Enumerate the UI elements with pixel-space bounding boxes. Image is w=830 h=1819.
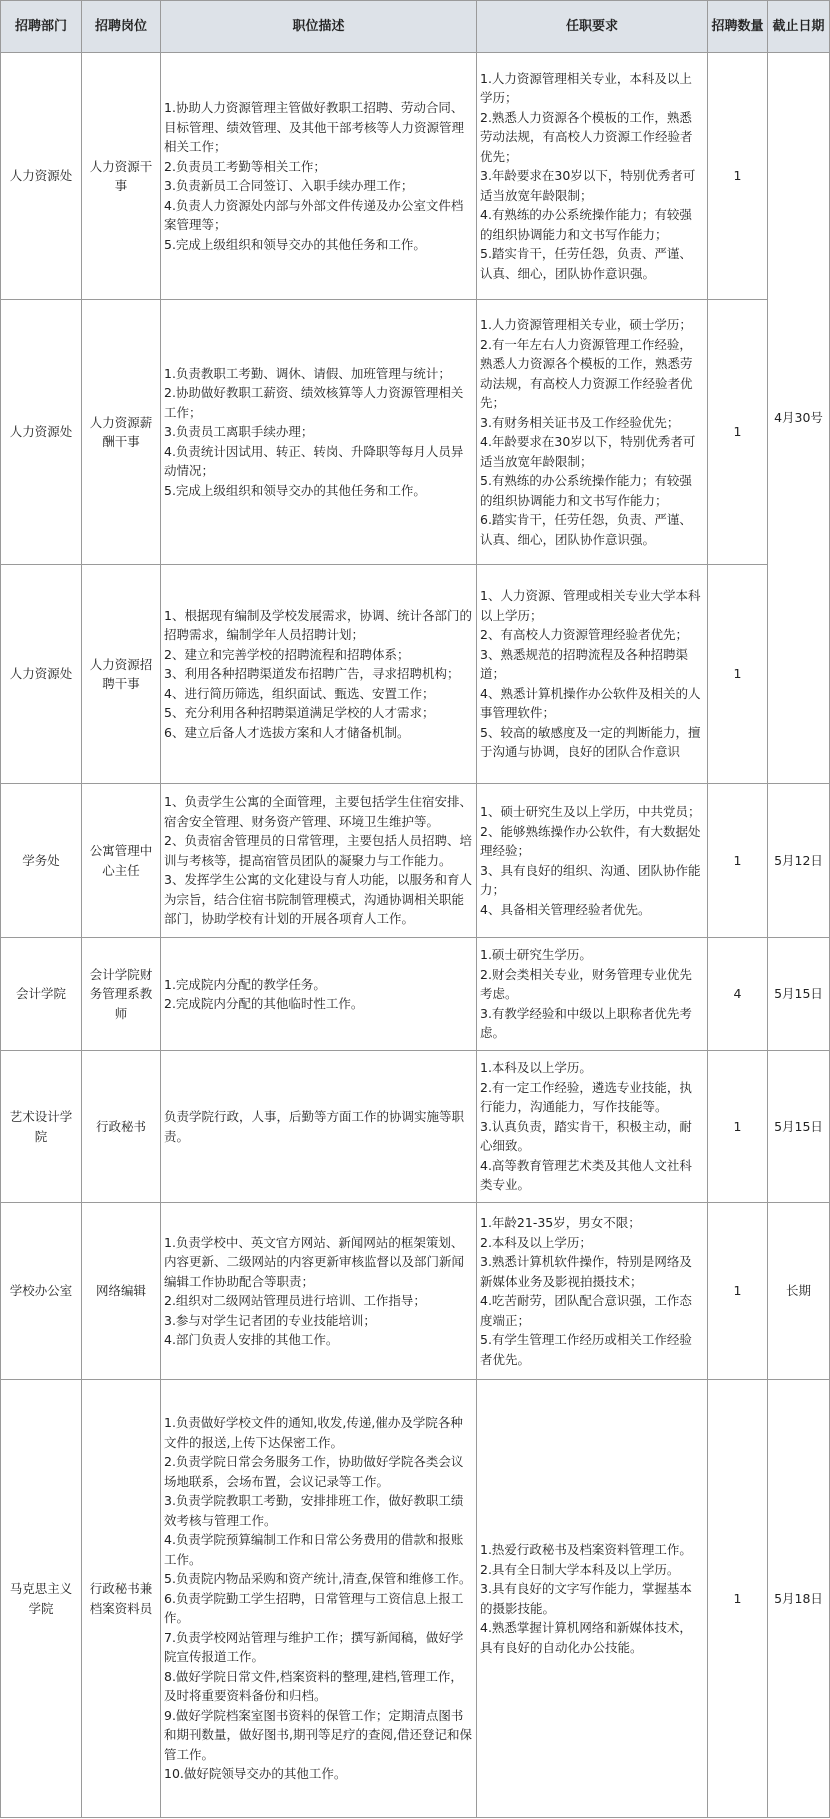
cell-desc [161,938,477,1051]
req-line: 6.踏实肯干，任劳任怨，负责、严谨、认真、细心，团队协作意识强。 [480,512,692,547]
desc-line: 2.完成院内分配的其他临时性工作。 [164,996,364,1011]
req-line: 1.年龄21-35岁，男女不限； [480,1215,641,1230]
cell-count: 1 [708,1380,768,1818]
cell-dept: 会计学院 [1,938,82,1051]
req-line: 1、人力资源、管理或相关专业大学本科以上学历； [480,588,701,623]
cell-deadline: 5月15日 [768,938,830,1051]
cell-count: 1 [708,300,768,565]
desc-line: 3.负责学院教职工考勤，安排排班工作，做好教职工绩效考核与管理工作。 [164,1493,464,1528]
table-row [1,938,830,1051]
desc-line: 4.负责统计因试用、转正、转岗、升降职等每月人员异动情况； [164,443,464,479]
header-position: 招聘岗位 [82,1,161,53]
desc-line: 1、根据现有编制及学校发展需求，协调、统计各部门的招聘需求，编制学年人员招聘计划； [164,607,472,643]
req-line: 3.年龄要求在30岁以下，特别优秀者可适当放宽年龄限制； [480,168,696,203]
table-row [1,1051,830,1203]
desc-line: 1.协助人力资源管理主管做好教职工招聘、劳动合同、目标管理、绩效管理、及其他干部考核等人力资源管理相关工作； [164,100,465,154]
desc-line: 6、建立后备人才选拔方案和人才储备机制。 [164,724,410,740]
req-line: 4.年龄要求在30岁以下，特别优秀者可适当放宽年龄限制； [480,434,696,469]
cell-dept: 人力资源处 [1,53,82,300]
req-line: 1.人力资源管理相关专业，硕士学历； [480,317,692,332]
cell-req [477,938,708,1051]
cell-position: 行政秘书兼档案资料员 [82,1380,161,1818]
desc-line: 2、建立和完善学校的招聘流程和招聘体系； [164,646,410,662]
desc-line: 8.做好学院日常文件,档案资料的整理,建档,管理工作，及时将重要资料备份和归档。 [164,1668,463,1704]
cell-desc [161,300,477,565]
req-line: 2、能够熟练操作办公软件，有大数据处理经验； [480,823,701,858]
table-row [1,300,830,565]
desc-line: 1.负责做好学校文件的通知,收发,传递,催办及学院各种文件的报送,上传下达保密工作。 [164,1415,463,1450]
cell-deadline: 4月30号 [768,53,830,784]
cell-position: 人力资源薪酬干事 [82,300,161,565]
cell-desc [161,1380,477,1818]
table-row [1,784,830,938]
desc-line: 5.负责院内物品采购和资产统计,清查,保管和维修工作。 [164,1571,472,1587]
req-line: 5.有熟练的办公系统操作能力；有较强的组织协调能力和文书写作能力； [480,473,692,508]
cell-desc [161,1203,477,1380]
req-line: 3.具有良好的文字写作能力，掌握基本的摄影技能。 [480,1581,692,1616]
req-line: 2.具有全日制大学本科及以上学历。 [480,1561,680,1577]
cell-position: 会计学院财务管理系教师 [82,938,161,1051]
header-dept: 招聘部门 [1,1,82,53]
req-line: 2.本科及以上学历； [480,1234,592,1250]
desc-line: 4.部门负责人安排的其他工作。 [164,1332,339,1347]
table-row [1,53,830,300]
header-deadline: 截止日期 [768,1,830,53]
cell-desc [161,1051,477,1203]
desc-line: 3、发挥学生公寓的文化建设与育人功能，以服务和育人为宗旨，结合住宿书院制管理模式，沟通协调相关职能部门，协助学校有计划的开展各项育人工作。 [164,872,472,927]
req-line: 4.高等教育管理艺术类及其他人文社科类专业。 [480,1157,692,1193]
cell-desc [161,784,477,938]
desc-line: 负责学院行政，人事，后勤等方面工作的协调实施等职责。 [164,1109,465,1144]
req-line: 3.认真负责，踏实肯干，积极主动，耐心细致。 [480,1118,692,1154]
req-line: 1.硕士研究生学历。 [480,947,592,963]
req-line: 2.有一年左右人力资源管理工作经验，熟悉人力资源各个模板的工作，熟悉劳动法规，有高校人力资源工作经验者优先； [480,336,693,410]
desc-line: 2.协助做好教职工薪资、绩效核算等人力资源管理相关工作； [164,385,464,420]
cell-deadline: 5月15日 [768,1051,830,1203]
req-line: 3.有财务相关证书及工作经验优先； [480,414,680,430]
cell-position: 行政秘书 [82,1051,161,1203]
req-line: 4、具备相关管理经验者优先。 [480,901,651,917]
cell-position: 公寓管理中心主任 [82,784,161,938]
req-line: 3、熟悉规范的招聘流程及各种招聘渠道； [480,646,688,682]
cell-req [477,53,708,300]
cell-deadline: 长期 [768,1203,830,1380]
desc-line: 2、负责宿舍管理员的日常管理，主要包括人员招聘、培训与考核等，提高宿管员团队的凝聚力与工作能力。 [164,833,472,868]
desc-line: 3.参与对学生记者团的专业技能培训； [164,1312,376,1328]
cell-dept: 艺术设计学院 [1,1051,82,1203]
req-line: 2.有一定工作经验，遴选专业技能，执行能力，沟通能力，写作技能等。 [480,1079,692,1115]
cell-req [477,1051,708,1203]
desc-line: 3.负责员工离职手续办理； [164,424,314,440]
cell-dept: 人力资源处 [1,565,82,784]
cell-dept: 马克思主义学院 [1,1380,82,1818]
req-line: 5.有学生管理工作经历或相关工作经验者优先。 [480,1332,692,1367]
desc-line: 9.做好学院档案室图书资料的保管工作；定期清点图书和期刊数量，做好图书,期刊等足疗的查阅,借还登记和保管工作。 [164,1707,472,1762]
desc-line: 1.负责学校中、英文官方网站、新闻网站的框架策划、内容更新、二级网站的内容更新审核监督以及部门新闻编辑工作协助配合等职责； [164,1234,465,1289]
req-line: 5、较高的敏感度及一定的判断能力，擅于沟通与协调，良好的团队合作意识 [480,724,701,760]
desc-line: 6.负责学院勤工学生招聘，日常管理与工资信息上报工作。 [164,1590,464,1626]
req-line: 2、有高校人力资源管理经验者优先； [480,627,688,643]
req-line: 1.热爱行政秘书及档案资料管理工作。 [480,1542,692,1557]
header-req: 任职要求 [477,1,708,53]
cell-position: 网络编辑 [82,1203,161,1380]
cell-count: 1 [708,784,768,938]
cell-desc [161,565,477,784]
cell-desc [161,53,477,300]
req-line: 5.踏实肯干，任劳任怨，负责、严谨、认真、细心，团队协作意识强。 [480,246,692,281]
table-row [1,565,830,784]
req-line: 3.熟悉计算机软件操作，特别是网络及新媒体业务及影视拍摄技术； [480,1254,692,1289]
req-line: 4、熟悉计算机操作办公软件及相关的人事管理软件； [480,685,701,721]
cell-req [477,1203,708,1380]
req-line: 3、具有良好的组织、沟通、团队协作能力； [480,862,701,897]
req-line: 1、硕士研究生及以上学历，中共党员； [480,804,701,819]
cell-position: 人力资源招聘干事 [82,565,161,784]
req-line: 2.财会类相关专业，财务管理专业优先考虑。 [480,966,692,1002]
cell-count: 1 [708,565,768,784]
cell-count: 1 [708,1203,768,1380]
req-line: 4.吃苦耐劳，团队配合意识强，工作态度端正； [480,1293,692,1328]
cell-req [477,565,708,784]
desc-line: 4、进行简历筛选，组织面试、甄选、安置工作； [164,685,435,701]
desc-line: 4.负责学院预算编制工作和日常公务费用的借款和报账工作。 [164,1532,464,1567]
req-line: 1.人力资源管理相关专业，本科及以上学历； [480,70,692,106]
cell-dept: 学务处 [1,784,82,938]
header-desc: 职位描述 [161,1,477,53]
desc-line: 1.完成院内分配的教学任务。 [164,976,326,992]
desc-line: 5.完成上级组织和领导交办的其他任务和工作。 [164,482,426,498]
cell-req [477,784,708,938]
desc-line: 10.做好院领导交办的其他工作。 [164,1766,347,1782]
req-line: 2.熟悉人力资源各个模板的工作，熟悉劳动法规，有高校人力资源工作经验者优先； [480,109,693,164]
cell-dept: 人力资源处 [1,300,82,565]
req-line: 1.本科及以上学历。 [480,1060,592,1076]
desc-line: 2.负责学院日常会务服务工作，协助做好学院各类会议场地联系，会场布置，会议记录等工作。 [164,1454,464,1489]
desc-line: 5.完成上级组织和领导交办的其他任务和工作。 [164,236,426,252]
cell-count: 1 [708,1051,768,1203]
cell-position: 人力资源干事 [82,53,161,300]
desc-line: 7.负责学校网站管理与维护工作；撰写新闻稿，做好学院宣传报道工作。 [164,1629,464,1665]
req-line: 4.熟悉掌握计算机网络和新媒体技术，具有良好的自动化办公技能。 [480,1620,692,1655]
desc-line: 4.负责人力资源处内部与外部文件传递及办公室文件档案管理等； [164,197,464,232]
desc-line: 1、负责学生公寓的全面管理，主要包括学生住宿安排、宿舍安全管理、财务资产管理、环境卫生维护等。 [164,794,472,829]
cell-req [477,1380,708,1818]
cell-deadline: 5月12日 [768,784,830,938]
cell-deadline: 5月18日 [768,1380,830,1818]
header-row [1,1,830,53]
desc-line: 1.负责教职工考勤、调休、请假、加班管理与统计； [164,365,451,381]
desc-line: 5、充分利用各种招聘渠道满足学校的人才需求； [164,705,435,721]
cell-req [477,300,708,565]
table-row [1,1380,830,1818]
cell-count: 1 [708,53,768,300]
desc-line: 2.组织对二级网站管理员进行培训、工作指导； [164,1293,426,1308]
desc-line: 3、利用各种招聘渠道发布招聘广告，寻求招聘机构； [164,666,460,682]
req-line: 3.有教学经验和中级以上职称者优先考虑。 [480,1005,692,1041]
table-row [1,1203,830,1380]
req-line: 4.有熟练的办公系统操作能力；有较强的组织协调能力和文书写作能力； [480,207,692,242]
cell-dept: 学校办公室 [1,1203,82,1380]
header-count: 招聘数量 [708,1,768,53]
desc-line: 2.负责员工考勤等相关工作； [164,158,326,174]
desc-line: 3.负责新员工合同签订、入职手续办理工作； [164,178,414,193]
cell-count: 4 [708,938,768,1051]
